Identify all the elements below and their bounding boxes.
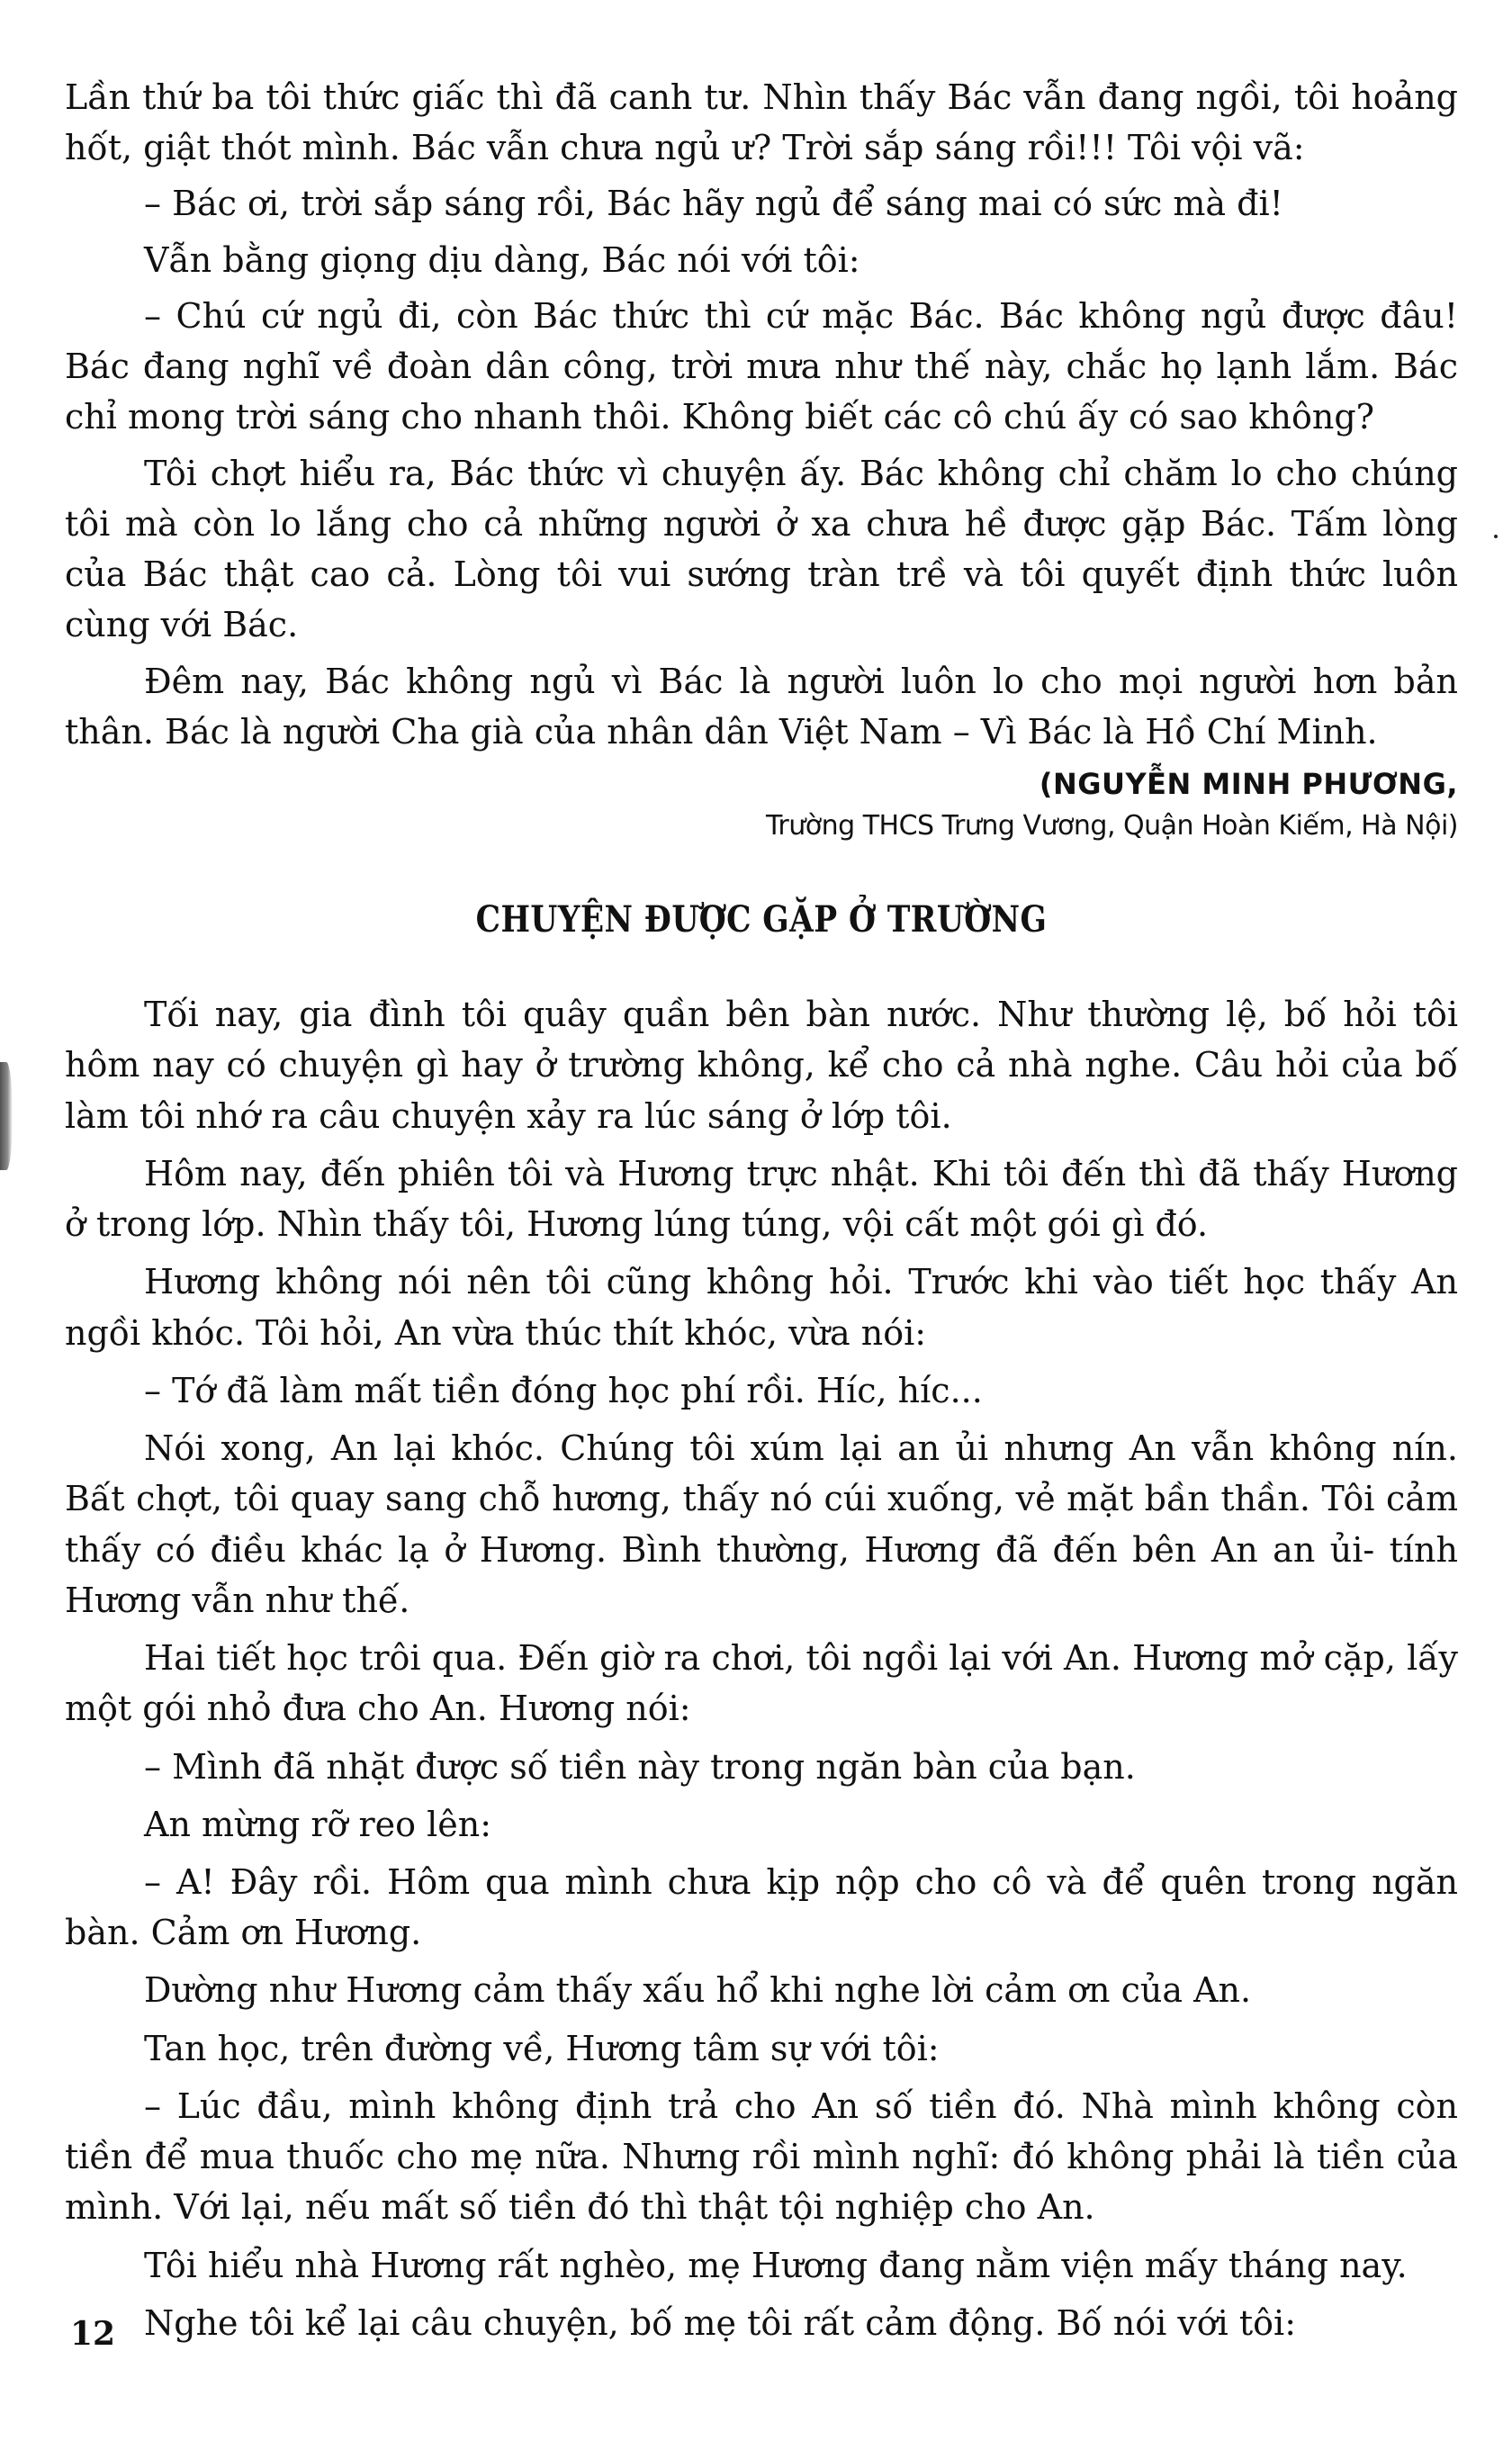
story-paragraph: – Tớ đã làm mất tiền đóng học phí rồi. Híc, híc... — [144, 1370, 983, 1410]
story-paragraph: Dường như Hương cảm thấy xấu hổ khi nghe lời cảm ơn của An. — [144, 1970, 1252, 2011]
page-number: 12 — [70, 2315, 116, 2353]
story-paragraph: Nói xong, An lại khóc. Chúng tôi xúm lại an ủi nhưng An vẫn không nín. Bất chợt, tôi quay sang chỗ hương, thấy nó cúi xuống, vẻ mặt bần thần. Tôi cảm thấy có điều khác lạ ở Hương. Bình thường, Hương đã đến bên An an ủi- tính Hương vẫn như thế. — [65, 1428, 1458, 1620]
author-school: Trường THCS Trưng Vương, Quận Hoàn Kiếm, Hà Nội) — [766, 810, 1458, 842]
story-paragraph: – Mình đã nhặt được số tiền này trong ngăn bàn của bạn. — [144, 1746, 1136, 1787]
story-paragraph: Hai tiết học trôi qua. Đến giờ ra chơi, tôi ngồi lại với An. Hương mở cặp, lấy một gói nhỏ đưa cho An. Hương nói: — [65, 1638, 1458, 1729]
author-attribution — [65, 762, 1458, 846]
story-paragraph: – Bác ơi, trời sắp sáng rồi, Bác hãy ngủ để sáng mai có sức mà đi! — [144, 184, 1283, 224]
story-paragraph: Nghe tôi kể lại câu chuyện, bố mẹ tôi rất cảm động. Bố nói với tôi: — [144, 2302, 1296, 2343]
story-paragraph: – Lúc đầu, mình không định trả cho An số tiền đó. Nhà mình không còn tiền để mua thuốc cho mẹ nữa. Nhưng rồi mình nghĩ: đó không phải là tiền của mình. Với lại, nếu mất số tiền đó thì thật tội nghiệp cho An. — [65, 2085, 1458, 2228]
story-paragraph: Tôi hiểu nhà Hương rất nghèo, mẹ Hương đang nằm viện mấy tháng nay. — [144, 2245, 1408, 2285]
story-title: CHUYỆN ĐƯỢC GẶP Ở TRƯỜNG — [475, 898, 1048, 941]
story-paragraph: Đêm nay, Bác không ngủ vì Bác là người luôn lo cho mọi người hơn bản thân. Bác là người Cha già của nhân dân Việt Nam – Vì Bác là Hồ Chí Minh. — [65, 661, 1458, 752]
story-paragraph: Hôm nay, đến phiên tôi và Hương trực nhật. Khi tôi đến thì đã thấy Hương ở trong lớp. Nhìn thấy tôi, Hương lúng túng, vội cất một gói gì đó. — [65, 1153, 1458, 1245]
story-paragraph: An mừng rỡ reo lên: — [144, 1804, 492, 1844]
story-paragraph: Tan học, trên đường về, Hương tâm sự với tôi: — [144, 2028, 940, 2068]
second-story — [65, 989, 1458, 2348]
author-name: (NGUYỄN MINH PHƯƠNG, — [1039, 767, 1458, 802]
first-story — [65, 72, 1458, 846]
story-paragraph: Hương không nói nên tôi cũng không hỏi. Trước khi vào tiết học thấy An ngồi khóc. Tôi hỏi, An vừa thúc thít khóc, vừa nói: — [65, 1262, 1458, 1353]
story-paragraph: Tối nay, gia đình tôi quây quần bên bàn nước. Như thường lệ, bố hỏi tôi hôm nay có chuyện gì hay ở trường không, kể cho cả nhà nghe. Câu hỏi của bố làm tôi nhớ ra câu chuyện xảy ra lúc sáng ở lớp tôi. — [65, 995, 1458, 1136]
story-paragraph: Vẫn bằng giọng dịu dàng, Bác nói với tôi: — [144, 239, 860, 280]
story-paragraph: – Chú cứ ngủ đi, còn Bác thức thì cứ mặc Bác. Bác không ngủ được đâu! Bác đang nghĩ về đoàn dân công, trời mưa như thế này, chắc họ lạnh lắm. Bác chỉ mong trời sáng cho nhanh thôi. Không biết các cô chú ấy có sao không? — [65, 295, 1458, 437]
story-paragraph: Lần thứ ba tôi thức giấc thì đã canh tư. Nhìn thấy Bác vẫn đang ngồi, tôi hoảng hốt, giật thót mình. Bác vẫn chưa ngủ ư? Trời sắp sáng rồi!!! Tôi vội vã: — [65, 77, 1458, 168]
page-content — [65, 72, 1458, 2355]
story-paragraph: Tôi chợt hiểu ra, Bác thức vì chuyện ấy. Bác không chỉ chăm lo cho chúng tôi mà còn lo lắng cho cả những người ở xa chưa hề được gặp Bác. Tấm lòng của Bác thật cao cả. Lòng tôi vui sướng tràn trề và tôi quyết định thức luôn cùng với Bác. — [65, 453, 1458, 645]
story-paragraph: – A! Đây rồi. Hôm qua mình chưa kịp nộp cho cô và để quên trong ngăn bàn. Cảm ơn Hương. — [65, 1861, 1458, 1953]
binding-shadow — [0, 1062, 13, 1170]
margin-speck — [1494, 535, 1498, 538]
